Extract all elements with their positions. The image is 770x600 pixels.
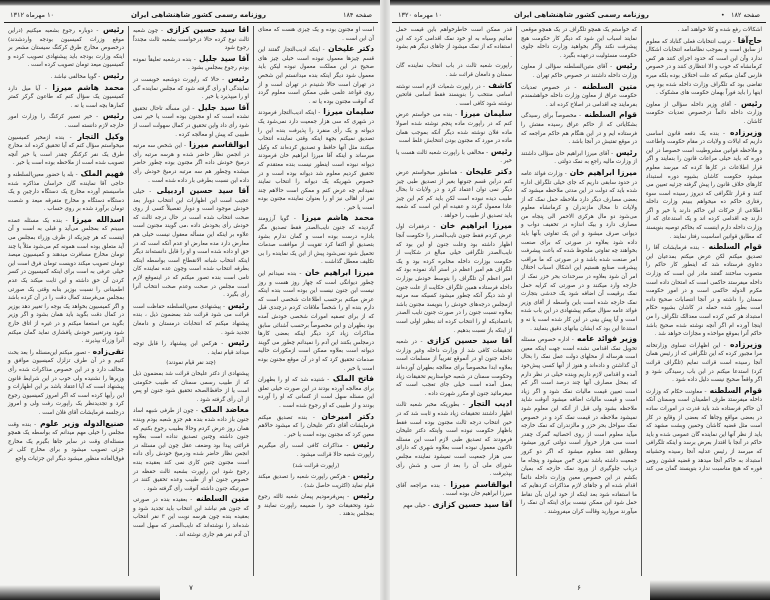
speech-paragraph [396,26,512,60]
speech-text: است او مجنون بوده و یک چیزی هست که معنای آن این است . [258,27,374,42]
speech-text: - چون از طرفی شبهه اساد جنون باز داده شده بنده هم جزو شعبه بودم وبنده همان روز عرض کردم وحالا بطبیب رجوع بکنیم که جنون داشته وچنین تصدیق نداده است بعلاوه قرائتی پیدا بود وضعف عقل چون این مسئله در انجمن نظار حاضر شده ودرمیخ خودش رأی داده است مجنون چنین کاری نمی کند بعقیده بنده رجوع شود این راپورت بشعبه ثالث حفظه در خصوص جنون او از طبیب وعده تحقیق کنند در صورتیکه جنون داشته آنوقت رأی گرفته شود . [133,408,249,492]
speech-text: - هرکس راپورت شعبه را تصدیق میکند قیام نماید (اکثریت حاصل شد) . [258,474,374,489]
speaker-name: رئیس [223,338,250,348]
speech-paragraph [521,62,637,80]
speech-paragraph [258,26,374,43]
speech-text: - دوباره رجوع بشعبه میکنیم (دراین موقع وزرات کمیسیون بودجه واردشدند) درخصوص مخارج طرق کرکنگ سیستان مشعر بر اینکه وزارت بودجه باید پیشنهادی تصویب کرده و کمیسیون میعد تومان تصویب کرده است . [8,28,124,69]
speaker-name: فهیم الملک [77,168,125,178]
speech-paragraph [646,129,762,242]
speaker-name: سلیمان میرزا [320,107,374,117]
speech-text: - در راپورت شعبات لازم است نوشته اسامی منتخب را بنویسند فقط اسامی فاتحین نوشته شود کافی است . [396,83,512,107]
speaker-name: معاضد الملک [197,405,249,415]
left-col-2 [129,26,254,576]
speech-paragraph [258,375,374,410]
speaker-name: سلیمان میرزا [457,109,512,119]
speaker-name: وزیر فوائد عامه [573,334,637,344]
speaker-name: تقی‌زاده [89,346,124,356]
right-page-label-text: صفحه ۱۸۲ [730,11,760,19]
speech-paragraph [258,45,374,106]
speech-text: - بنده نمیدانم این چطور دیوانگی است که چهار روز هست و روز نیست این جنون نیست این بوده است بنده اینکه عرض میکنم برحسب اطلاعات شخصی است که دارم بنده او را شخصاً ملاقات کردم درچندی قبل که از برای تصفیه امورات شخصی خودش آمده بود بطهران و این مخصوصاً برحسب آشنائی سابق مذاکرات زیاد کرد دیگر اینکه بعضی کارها درمجلس بکنند این آدم را نمیدانم چطور می گویند دیوانه است بعلاوه ممکن است ازمکورات حالیه صدمات تحقیق کرد که او در آن موقع مجنون بوده است یا خیر . [258,271,374,372]
speaker-name: رئیس [224,73,249,83]
speech-text: - پیشنهادی معین‌السلطنه حفاظت است قرائت می شود قرائت شد بمضمون ذیل ، بنده پیشنهاد میکنم که انتخابات درمستان و دامغان تجدید شود . [133,303,249,336]
speech-text: - مخالفی با راپورت شعبه ثالث هست یا خیر . [396,149,512,165]
speech-text: پیشنهادی از دکتر علیخان قرائت شد بمضمون ذیل که از طبیب رسمی سمنان که طبیب حکومتی است یا از حافظ‌الصحه تحقیق شود جنون او پس از آن رأی گرفته شود . [133,370,249,403]
speaker-name: آقا سید حسین کزازی [422,336,513,346]
speech-text: - بنده مراجعه آقای میرزا ابراهیم خان بوده است . [396,482,512,498]
speech-paragraph [8,133,124,168]
speech-paragraph [8,72,124,82]
speech-paragraph [258,413,374,440]
speaker-name: رئیس [613,147,638,157]
speaker-name: محمد هاشم میرزا [46,82,125,92]
speech-text: (راپورت قرائت شد) [292,462,340,469]
speech-paragraph [133,370,249,404]
speaker-name: ابوالقاسم میرزا [445,479,512,489]
speech-paragraph [8,170,124,214]
speech-paragraph [646,341,762,385]
speaker-name: میرزا ابراهیم خان [301,268,374,278]
speech-paragraph [133,495,249,539]
speech-paragraph [521,26,637,60]
scan-bottom-shadow-left [0,585,160,600]
speech-text: - بنده یک مسئله عمده میبینم که بمجلس می‌آید و قبلی به است و آن اینست که هر چیزیکه از طرف وزراء بمجلس می آید متعلق بوده است همونه کم می‌شود مثلاً یا چند تومان مخارج مسافرت میدهند و کمیسیون میصد تومان تصویب میکند دویست تومان فرق است این خیلی عرفی به است برای اینکه کمیسیون در کسر کردن آن حق داشته و این ثابت میکند یک عدم اطمینانی را نسبت بوزیر بنابه وقتی یک صورتی بمجلس می‌فرستد کمال دقت را در آن کرده باشد و اگر کمیسیون بخواهد یک بوجه را تغییر دهد بوزیر در کمال دقت بگوید باید همان بشود و اگر وزیر بگوید من استعفا میکنم و در غیره از اتاق خارج شود ودرتغییر خودش پافشاری نماید گمان میکنم آنرا وزراء بپذیرند . [8,217,124,345]
speech-paragraph [133,302,249,337]
speaker-name: متین السلطنه [576,81,638,91]
speech-text: - وزارت فوائد عامه در حدود سابقی داریم که جای خیلی تلگراف اداره شده باید که دولت در این مدتی ملاحظه میشود که بعضی مصارف دیگر دارد ملاحظه حمل نمک که از ولایات تا محال مازندران و کرمانشاه معلوم می‌شود دو مال هرکری الاحمر الی پنجاه من مصارف دارد و بیک اندازه در تخفیف دواب و دیوانی صرف میشود و این یک تفاوتی بآنها باید داده شود بعلاوه در صورتی که برای صنعت بخواهند چه تفاوتی ملحوظ شده که باعث پیشرفت امر صنعت شده باشد و در صورتی که ما مراقب پیشرفت صنایع هستیم این اشکال اسباب اختلال امر آن شود بعلاوه در سرحدات بحر خزر نمک از خارجه وارد میکنند و در صورتی که کرایه حمل نمک برقیمت آن اضافه شود یک خدشی بتجارت نمک خارجه شده است باین واسطه از آقای وزیر فوائد عامه سؤال میکنم پیشنهادی در این باب شده است و آیا پیش بینی در این کار شده است یا نه و استدعا این بود که ایشان بیانهای دقیق بنمایند . [521,170,637,332]
speech-paragraph [646,100,762,127]
speech-paragraph [258,441,374,459]
speech-text: راپورت شعبه ثالث در باب انتخاب نماینده گان سمنان و دامغان قرائت شد . [396,63,512,78]
speech-text: - چون شعبه ثالث نوع کرده حالا درخواست بشعبه ثالث مجدداً رجوع شود [133,28,249,52]
speech-text: که خواستم یک همچو تلگراف در یک همچو موقعی نمایند اسباب این شود که دیگر کار حکومت هیچ پیشرفت نکند واگر بخواهید وزارت داخله جلوی حکومت مسئولیت درعهده بگیرد . [521,27,637,59]
speech-text: - خیر تعمیر کرکنگ را وزارت امور خارجه لازم دانسته است . [8,114,124,129]
speaker-name: رئیس [736,98,763,108]
speech-text: - اداره خصوص مسئله تحویل نمک اقدامی نشده است جهت اینکه معین است هرساله از محلهای دولت عمل نمک را بحال آن گذاشتن و داده‌اند و هنوز از آنها کسی پیش‌خود آمده و اقدامی لازم داریم وبنده خیلی در نظر دارم که بمحل مصارف آنها چند درصد است اگر کم است تعیین قیمت مالیات نمک شود و اگر زیاد است و قیمت مالیات اضافه میشود آنوقت شاید ملاحظه بشود ولی قبل از آنکه این معلوم شود نمیشود ملاحظه در قیمت نمک کرد و در خصوص نمک سواحل بحر خزر و مالزندران که نمک خارجه میآید معلوم است از روی احصائیه گمرک چقدر است سی هزار خروار است دولتی کرور میشود ومطابق عقد معلوم میشود که اگر دو کرور جمعیت داشته باشد نفری ۴من میشود و پنجاه ما درباب جلوگیری از ورود نمک خارجه که بمیان بکشم در این خصوص معین وزارت داخله دائماً اقدام شده ام و جاهای لازم مذاکرات کردهایم که ما استفاده شود بعد اینکه از خود ایران بآن نقاط حمل شود این ممکن نیست برای اینکه آن نمک را میآورند مروارید وقالت کران میفروشند . [521,337,637,516]
speech-paragraph [133,55,249,73]
speech-text: - مذاکرات کافی است رأی میگیریم راپورت شعبه حالا قرائت میشود . [258,443,374,458]
speech-paragraph [396,400,512,478]
right-col-3 [392,26,517,576]
speech-paragraph [396,148,512,166]
speech-text: - اینکه ادیب‌التجار گفتند این قسم چیزها معمول نبوده است خیلی چیز های صحیح در این مملکت معمول نبوده لیکن باید معمول شود دیگر اینکه بنده میدانستم این شخص در تهران است حالا شنیدم در تهران است و از روی قواعد علمی طبی ممکن است معلوم گردد که آنوقت مجنون بوده یا نه . [258,47,374,105]
speech-text: - مخصوصاً برای رسیدگی بشکایاتی که از حاکم عراق رسیده مفتش را فرستاده ایم و در این هنگام هم حاکم مراجعه که در موقع تفتیش در آنجا باشد . [521,113,637,146]
right-page-date: ۱۰ مهرماه ۱۳۲۰ [398,11,443,19]
speech-paragraph [133,187,249,300]
left-page [4,8,378,598]
speech-text: قدر ممکن است خاطرخواهم باین قیمت حمل نمائیم وسیاه به او خود نمک اقدامی کرد که این استفاده که از نمک میشود از جاهای دیگر هم بشود . [396,27,512,59]
speaker-name: ادیب التجار [464,399,512,409]
speaker-name: فاتح الملک [329,374,374,384]
speech-paragraph [396,110,512,145]
speech-paragraph [258,214,374,267]
speaker-name: متین السلطنه [192,494,250,504]
speech-text: - آقای میرزا ابراهیم خان سؤالی داشتند از وزارت مالیه راجع به نمک دولتی . [521,150,637,166]
speaker-name: حاج‌آقا [734,35,763,45]
speaker-name: کاشف [484,80,512,90]
speech-paragraph [8,348,124,418]
speech-text: - همانطور میخواستم عرض کنم دراین قسم جنونها بغیر از تصدیق طبی چیز دیگر نمی توان اعتماد کرد و در ولایات تا بحال طبیب دیده نبوده است لکن باید کم کم این چیز عادا معمول گردد و عقیده ام این است که شعبه باید تصدیق از طبیب را خواهد . [396,169,512,219]
speech-text: - بله یا حضور معین‌السلطنه و حاجی آقا نماینده گان خراسان مذاکره شده ماسیستم آورده مخارج یک دستگاه دارچین و یک دستگاه دستگاه و مخارج متفرقه میعد و شصت تومان برآورد شده بر روی حساب . [8,171,124,213]
speech-text: - گویا مخالفی نباشد . [50,73,101,80]
speaker-name: قوام السلطنه [704,242,762,252]
speech-text: - درفقرات اول عرض کردم فقط جنون نایب‌الصدر را حکومت آنجا اظهار داشته بود وعلت جنون او این بود که نایب‌الصدر تلگرافی خیلی مبالغ در شکایت از حکومت بوزارت داخله مخابره کرده بود و یک تلگراف هم امیر اعظم در استر آباد نموده بود که امیر اعظم آن تلگراف را بتوسط خودش بوزارت داخله فرستاده همین تلگراف حکایت از علت جنون او شد دیگر آنکه چطور میشود کسیکه سه مرتبه ازمجلس درجه‌های خودش را بنویسد مجنون باشد بعلاوه نسبت جنون را در صورت جنون نایب الصدر باعتمادیکه او را انتخاب کرده اند بنظیر اولی است از اینکه باز نسبت بدهیم . [396,224,512,334]
speech-paragraph [396,337,512,398]
speech-paragraph [521,335,637,516]
speech-paragraph [396,222,512,335]
right-page-header [392,8,766,23]
speech-text: - معاونت حکام که وزارت داخله میفرستد طرف اطمینان است وسمنان آنکه آن حاکم فرستاده شد باید قدرت در امورات ساده در بعضی مواقع وجاها که بعضی از وقایع در کار است مثل قضیه کاشان وحمین وبشت مشهد که باید از نظر آنها این نماینده گان عمومی شده و باید حاکم در آنجا با اقتدار بعرض برسد و اینکه تلگرافی که میرسد از رئیس عدلیه آنجا رسیده وحشیانه استبداد به حاکم آنجا میدهد و قضیه قشون روس فوره که هیچ مناسبت ندارد بنویسند گمان می کند . [646,388,762,481]
speech-paragraph [8,216,124,346]
speech-paragraph [396,62,512,79]
right-page-columns [392,26,766,576]
speech-text: - بنده ازمخبر کمیسیون میخواستم سؤال کنم که آیا تحقیق کرده اند مخارج طرق یک نفر کرکنگر چقدر است یا خیر آنچه تصویب شده است از ملاحظه بوده است یا خیر . [8,134,124,167]
speaker-name: صنیع‌الدوله وزیر علوم [36,418,124,428]
left-col-1 [254,26,378,576]
left-page-label: صفحه ۱۸۴ [342,11,372,19]
speech-text: - خیلی مهم [403,502,430,509]
speech-paragraph [133,359,249,368]
speech-text: - بنده درشعبه تعلیقاً نموده بودم رجوع بمجلس بشود . [133,56,249,72]
speech-text: - این مسأله تاحال تحقیق نشده است که او مجنون بوده است یا خیر نمی شود رأی داد واین تحقیق در کمال سهولت است از طبیبی که پیش او معالجه کرده . [133,105,249,138]
speaker-name: آقا سید حسین کزازی [429,499,512,509]
speech-text: - بعقیده بنده در صورتی که جنون هم نباشد این انتخاب باید تجدید شود و بعقیده بنده چون هرسه نوبت این ۳ نفر انتخاب شده‌اند را نوشته‌اند که نایب‌الصدر که سهل است آن آدم نفر هم جاری نوشته اند . [133,497,249,538]
speech-paragraph [521,169,637,333]
left-page-number: ۷ [189,584,193,592]
speech-paragraph [521,149,637,167]
speaker-name: قوام السلطنه [581,110,637,120]
speaker-name: رئیس [98,111,124,121]
speaker-name: رئیس [349,471,374,481]
speech-paragraph [646,387,762,483]
speech-paragraph [521,83,637,110]
speaker-name: آقا سید حسین اردبیلی [151,186,249,196]
speaker-name: وزیرزاده [725,339,762,349]
speech-text: - بنده یک دفعه قانون اساسی داریم که ایالات و ولایات در مقام حکومت واطاعت و ملاحظه قوانین مشروطیت است خصوصا در این دوره که باید خیلی مراعات قانون را بنمایند و اگر قرار اطلاعات در کارها کرده که میرسد معلوم میشود حکومت کاشان بشیوه دوره استبداد کارهای خلاف قانون را پیش گرفته جزئیه تعیین می کنند و قرار تلگرافی که دیروز رسیده است سوء رفتاری حاکم ده میخواهم ببینم وزارت داخله اطلاعی از حرکات این حاکم دارند یا خیر و اگر دارند چه اقدامی کرده اند و یک استدعای که از وزارت داخله دارم اینست که بحاکم توصیه بنویسند که مطابق قوانین اساسیت رفتار نمایند . [646,130,762,240]
speech-text: - اینکه ادیب‌التجار فرمودند در شهری که سی هزار جمعیت دارد نمی‌شود یک دیوانه و یک رأی منفرد را پذیرفت بنده این را تصدیق نمیکنم بجهة اینکه وقتی نماینده انتخاب میکنند مثل آنها حافظ و تصدیق کرده‌اند که وکیل میرساند و اینکه آقا میرزا ابراهیم خان فرمودند دیوانه نبوده است اینطور نیست بنده معتقدم که تحقیق کردیم معلوم شد دیوانه بوده است و در خصوص شهریکه یک دیوانه را انتخاب نمایند نمیدانم چه عرض کنم و ممکن است حالاهم چند نفر از اهالی نیز او را بعنوان نماینده مجنون بوده است یا خیر . [258,110,374,211]
speech-paragraph [258,108,374,212]
speaker-name: قوام السلطنه [706,385,762,395]
speech-paragraph [8,112,124,130]
speaker-name: دکتر امیرخان [314,411,375,421]
left-page-columns [4,26,378,576]
speech-paragraph [133,339,249,357]
right-col-2 [517,26,642,576]
speaker-name: میرزا ابراهیم خان [435,221,512,231]
left-page-title: روزنامه رسمی کشور شاهنشاهی ایران [131,11,266,19]
speech-paragraph [133,26,249,53]
speech-paragraph [396,82,512,109]
speech-paragraph [133,75,249,102]
book-gutter [380,0,390,600]
speech-paragraph [8,84,124,111]
speech-text: - بنده وقت مجلس را خیلی مهم میدانم که بواسطه یک همچو مسئله‌ای وقت در سایر جاها بگیرم یک مخارج جزئی تصویب میشود و برای مخارج کلی تر فوق‌العاده منظور میشود دیگر این جزئیات واجع [8,421,124,462]
speech-paragraph [8,420,124,464]
speech-paragraph [521,111,637,146]
speaker-name: رئیس [225,300,249,310]
speech-text: - گویا آرزومند گردیده که جنون نایب‌الصدر فقط تصدیق مگر باداره درست بوده است و گمان ندارم بشود بتصدیق او اکتفا کرد تقویت از موافقت صدمات تحمیل شود نمی‌شود پیش از این یک نماینده را بی تکلیف معطل گذاشت . [258,216,374,266]
speaker-name: دکتر علیخان [324,44,374,54]
speech-text: - بنده فرمایشات آقا را تصدیق میکنم لکن عرض میکنم بمدعیان این دعاوی فرستاده شد که اینطور کار حاکم را متصوب ساختند گفتند مادر این است که وزارت داخله میفرستد حاکمی است که امتحان داده است مکرم الدوله حاکمی است و در امور حکومت سمنان را داشته و در آنجا انتصابات صحیح داده است بطور شده حمله در کاشان بشیوه حکام استبداد هر کس کرده است معدالک تلگراف را من اینجا آورده ام اگر آنچه نوشته شده صحیح باشد حاکم آنرا بموقع مواخذه و مجازات خواهد شد . [646,245,762,338]
speaker-name: اسدالله میرزا [67,214,124,224]
speech-text: - هرکس این پیشنهاد را قابل توجه میداند قیام نماید . [133,341,249,356]
speech-text: - پس‌فرمودیم پیمان شعبه ثالثه رجوع شود وتحقیقات خود را ضمیمه راپورت نمایند و بمجلس بدهند . [258,494,374,518]
speaker-name: میرزا ابراهیم خان [566,167,637,177]
speaker-name: وزیرزاده [725,127,762,137]
speech-paragraph [258,462,374,471]
right-page-label [721,11,760,19]
speaker-name: ابوالقاسم میرزا [186,140,249,150]
speaker-name: آقا سید جلیل [195,53,249,63]
speech-paragraph [396,501,512,511]
scan-bottom-shadow-right [650,580,770,600]
speech-text: اشکالات رفع شده و کلا خواهند آمد . [677,27,762,33]
speaker-name: محمد هاشم میرزا [295,213,374,223]
speech-text: - ترتیب انتخابات فعلی گناباد که معلوم از سابق است و بموجب نظامنامه انتخابات اشکال ندارد وآن این است که حدود اجرای کنند هر کس کرمانشاه که خوب و الا انتظاری کنند و در خصوص فارس گمان میکنم که علت اختلاف بوده بلکه میره تقاضی بود که تلگراف وزارت داخله شده بود پس اینها را باید فوراً بهمان حکومت های مشکوک . [646,38,762,97]
speaker-name: وکیل التجار [71,131,124,141]
speech-text: - در خصوص تعدیات حکومت عراق از معاون وزارت داخله خواهشمندم بفرمایند چه اقدامی در اصلاح کرده اند . [521,84,637,108]
right-page [392,8,766,598]
speech-text: - این اظهارات تساوی وزارتخانه مرا مجبور کرده که این تلگرافی که از رئیس همان آنجا رسیده است قرائت نمایم (تلگراف قرائت کرد) استدعا میکنم در این باب رسیدگی شود و اگر واقعاً صحیح نیست دلیل داده شود . [646,342,762,384]
speech-paragraph [258,492,374,519]
speech-paragraph [646,243,762,339]
right-page-number: ۶ [577,584,581,592]
speech-text: (چند نفر قیام نمودند) [166,360,216,367]
speaker-name: آقا سید جلیل [194,102,250,112]
left-page-header [4,8,378,23]
speaker-name: رئیس [348,440,374,450]
speech-paragraph [646,37,762,98]
speech-paragraph [133,104,249,139]
speech-text: - آیا میل دارد کمیسیون یک سؤال کنم که طاعون گرکر کمتر کمارها بچه است یا نه . [8,85,124,109]
speaker-name: رئیس [612,61,638,71]
speech-paragraph [396,481,512,499]
speech-paragraph [133,406,249,493]
speaker-name: رئیس [98,26,125,34]
speaker-name: آقا سید حسین کزازی [163,26,249,34]
speech-text: - بطوریکه مخبر شعبه ثالث اظهار داشتند تحقیقات زیاد شده و ثابت شد که در حین انتخاب درجه ثالث مجنون بوده است فقط باظهار حکومت نبوده است واینکه دکتر علیخان فرمودند که تصدیق طبی لازم است این مسئله تاکنون معمول نبوده است بعلاوه شهری که دارای سی هزار جمعیت است نمیشود نماینده مجلس شورای ملی آن را بعد از سی و شش رأی بپذیرفت . [396,402,512,478]
speech-text: - بنده می خواستم عرض کنم که در راپورت ماده پنجم نوشته شده اصولا ماده فلان نوشته شده دیگر آنکه بموجب همان ماده در مورد که مجنون بودن انتخابش غلط است [396,112,512,145]
speech-text: - در شعبه تحقیقات کافی شد از وزارت داخله وغیر وزارت داخله جنون او در آنموقع تقریباً از مسلمات است بعلاوه ابدا مخصوصاً برای معالجه بطهران آورده‌اند وحکومت سمنان در شعبه خواستاریم تحقیقات زیاد بعمل آمده است خیلی جای تعجب است که میفرمائید جنون او مکرر شهرت داده . [396,339,512,397]
right-page-marker: • [720,11,725,19]
speech-text: - این شخص سه مرتبه در انجمن نظار حاضر شده و هرسه مرتبه رأی درمیخ خودش داده اگر مجنون بوده چطور حاضر میشده وچطور هم سه مرتبه درمیخ خودش رأی داده این نسبت بطرفی بار داده شده است . [133,143,249,184]
speaker-name: رئیس [488,146,512,156]
speech-text: - بنده تصدیق میکنم فرمایشات آقای دکتر علیخان را که میشود حالاهم معین کرد که مجنون بوده است یا خیر . [258,414,374,438]
speech-text: - حالا که راپورت دوشعبه خوبست در نمایندگی او رأی گرفته شود که مجلس نماینده گی او را میپذیرد یا خیر . [133,76,249,101]
speech-paragraph [258,472,374,490]
speech-paragraph [8,26,124,70]
speech-paragraph [258,269,374,373]
left-page-date: ۱۰ مهرماه ۱۳۱۲ [10,11,55,19]
speaker-name: رئیس [100,70,124,80]
right-page-title: روزنامه رسمی کشور شاهنشاهی ایران [513,11,649,19]
speech-text: - آقای وزیر داخله سؤالی از معاون وزارت داخله دائماً درخصوص تعدیات حکومت کاشان . [646,101,762,125]
speech-paragraph [396,168,512,221]
speech-paragraph [133,141,249,185]
speaker-name: دکتر علیخان [462,166,512,176]
speaker-name: رئیس [349,491,375,501]
speech-text: - شنیده شد که او را بطهران برای معالجه آورده بودند در این صورت خیلی تعلق این مسئله سهل است از کسانی که او را آورده بودند و از طبیبی که او رجوع شده است . [258,377,374,409]
speech-text: - آقای متین‌السلطنه سؤالی از معاون وزارت داخله داشتند در خصوص حاکم تهران . [521,64,637,79]
speech-text: - تصور میکنم این‌مسئله را بعد بحث کنیم و در آن طرف تزلزل کمیسیون موافق و مخالف دارد و در این خصوص مذاکرات شده رأی وزیرها را نشنیده ولی خوب در این شرایط قانون پیشنهاد است که آیا اعتقاد باشد بر این اظهارات و این رأیها کرده است که اگر امروز کمیسیون رجوع کرد و تجدیدنظر یک راپورت رفت ولی و امروز درجلسه فرمایشات آقای فلان است . [8,349,124,416]
speech-text: - خیلی عجیب است این اظهارات این انتخاب دوبار بعد خودش موجود است و دوبار تفصیلاً کسی از روی صحت انتخاب شده است در حال درجه ثالث که خودش رأی بخودش داده ،می گویند مجنون است علاوه بر اینکه این مسأله معقول نیست خیلی هم معارض دارد مده معارض او عدم آنکه است که در حق او داده شده است و او را قابل دانسته‌اند دیگر اینکه انتخاب شبانه الانقطاع است بواسطه اینکه بطرفه انتخاب شده است وچون عده نماینده کان تامی است بنده تصور میکنم که در اینموقع لازم است مجلس در صحت وعدم صحت انتخاب آنرا رأی بگیرد . [133,189,249,299]
speech-paragraph [646,26,762,35]
right-col-1 [642,26,766,576]
left-col-3 [4,26,129,576]
